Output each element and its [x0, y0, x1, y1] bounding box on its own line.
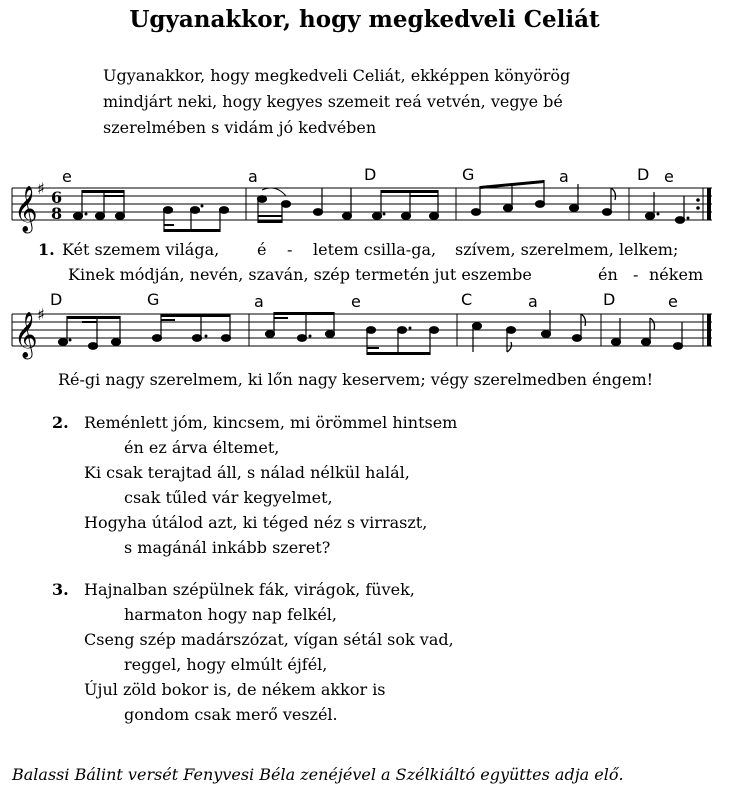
lyric-syllable: nékem [649, 265, 704, 284]
verse-line: Hogyha útálod azt, ki téged néz s virraszt, [84, 513, 428, 532]
chord-symbol: C [461, 290, 473, 309]
chord-symbol: e [62, 167, 72, 186]
chord-symbol: a [528, 292, 538, 311]
verse-line: én ez árva éltemet, [124, 438, 280, 457]
time-signature-top: 6 [51, 188, 63, 207]
verse-line: Hajnalban szépülnek fák, virágok, füvek, [84, 580, 415, 599]
verse-number: 3. [52, 580, 69, 599]
lyric-syllable: - [633, 265, 639, 284]
time-signature-bottom: 8 [51, 204, 63, 223]
chord-symbol: G [147, 290, 160, 309]
verse-line: Cseng szép madárszózat, vígan sétál sok vad, [84, 630, 454, 649]
treble-clef-icon: 𝄞 [14, 186, 38, 232]
credit-line: Balassi Bálint versét Fenyvesi Béla zenéjével a Szélkiáltó együttes adja elő. [12, 765, 624, 784]
lyric-syllable: é [257, 240, 267, 259]
verse-line: s magánál inkább szeret? [124, 538, 331, 557]
svg-text:♯: ♯ [37, 305, 45, 324]
svg-text:𝄞: 𝄞 [14, 312, 38, 358]
verse-line: gondom csak merő veszél. [124, 705, 338, 724]
chord-symbol: a [254, 292, 264, 311]
chord-symbol: a [248, 167, 258, 186]
page-title: Ugyanakkor, hogy megkedveli Celiát [129, 6, 600, 33]
lyric-syllable: Kinek módján, nevén, szaván, szép termetén jut eszembe [68, 265, 532, 284]
intro-line-3: szerelmében s vidám jó kedvében [103, 118, 377, 137]
lyric-syllable: - [287, 240, 293, 259]
chord-symbol: D [50, 290, 63, 309]
verse-line: Reménlett jóm, kincsem, mi örömmel hintsem [84, 413, 458, 432]
svg-text:♯: ♯ [37, 179, 45, 198]
intro-line-1: Ugyanakkor, hogy megkedveli Celiát, ekképpen könyörög [103, 66, 571, 85]
verse-number: 1. [38, 240, 55, 259]
chord-symbol: D [603, 290, 616, 309]
chord-symbol: e [664, 167, 674, 186]
lyric-line: Ré-gi nagy szerelmem, ki lőn nagy keservem; végy szerelmedben éngem! [58, 370, 654, 389]
chord-symbol: e [351, 292, 361, 311]
chord-symbol: e [668, 292, 678, 311]
chord-symbol: a [559, 167, 569, 186]
chord-symbol: D [364, 165, 377, 184]
lyric-syllable: én [598, 265, 618, 284]
lyric-syllable: Két szemem világa, [62, 240, 220, 259]
verse-line: csak tűled vár kegyelmet, [124, 488, 333, 507]
verse-line: reggel, hogy elmúlt éjfél, [124, 655, 328, 674]
verse-line: Újul zöld bokor is, de nékem akkor is [84, 680, 386, 699]
verse-line: harmaton hogy nap felkél, [124, 605, 338, 624]
verse-number: 2. [52, 413, 69, 432]
chord-symbol: G [462, 165, 475, 184]
lyric-syllable: letem csilla-ga, [313, 240, 437, 259]
verse-line: Ki csak terajtad áll, s nálad nélkül halál, [84, 463, 410, 482]
intro-line-2: mindjárt neki, hogy kegyes szemeit reá vetvén, vegye bé [103, 92, 563, 111]
lyric-syllable: szívem, szerelmem, lelkem; [455, 240, 679, 259]
chord-symbol: D [637, 165, 650, 184]
